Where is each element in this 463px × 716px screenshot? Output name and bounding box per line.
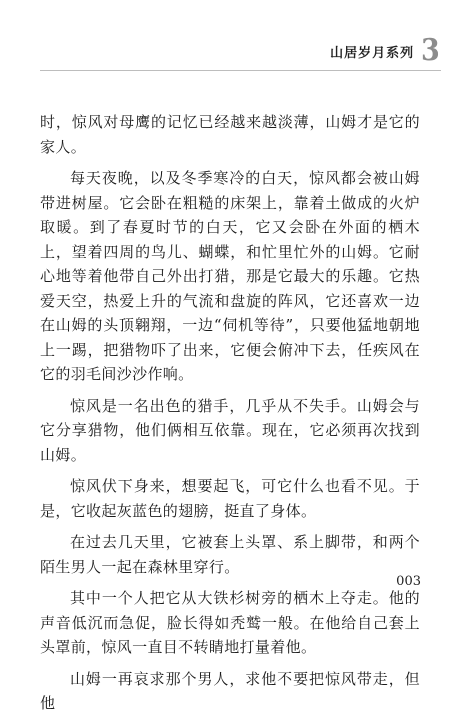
paragraph: 在过去几天里，它被套上头罩、系上脚带，和两个陌生男人一起在森林里穿行。 bbox=[40, 533, 420, 576]
series-title: 山居岁月系列 bbox=[330, 45, 415, 61]
paragraph: 惊风是一名出色的猎手，几乎从不失手。山姆会与它分享猎物，他们俩相互依靠。现在，它必须再次找到山姆。 bbox=[40, 396, 420, 464]
paragraph: 每天夜晚，以及冬季寒冷的白天，惊风都会被山姆带进树屋。它会卧在粗糙的床架上，靠着土做成的火炉取暖。到了春夏时节的白天，它又会卧在外面的栖木上，望着四周的鸟儿、蝴蝶，和忙里忙外的山姆。它耐心地等着他带自己外出打猎，那是它最大的乐趣。它热爱天空，热爱上升的气流和盘旋的阵风，它还喜欢一边在山姆的头顶翱翔，一边“伺机等待”，只要他猛地朝地上一踢，把猎物吓了出来，它便会俯冲下去，任疾风在它的羽毛间沙沙作响。 bbox=[40, 169, 420, 383]
paragraph: 其中一个人把它从大铁杉树旁的栖木上夺走。他的声音低沉而急促，脸长得如秃鹫一般。在他给自己套上头罩前，惊风一直目不转睛地打量着他。 bbox=[40, 589, 420, 656]
header-divider bbox=[40, 70, 441, 71]
paragraph: 山姆一再哀求那个男人，求他不要把惊风带走，但他 bbox=[40, 669, 420, 712]
paragraph: 惊风伏下身来，想要起飞，可它什么也看不见。于是，它收起灰蓝色的翅膀，挺直了身体。 bbox=[40, 477, 420, 520]
body-text bbox=[40, 110, 420, 716]
page-number: 003 bbox=[396, 574, 421, 589]
series-number: 3 bbox=[421, 33, 440, 68]
paragraph-continuation: 时，惊风对母鹰的记忆已经越来越淡薄，山姆才是它的家人。 bbox=[40, 113, 420, 156]
running-header bbox=[330, 33, 441, 68]
